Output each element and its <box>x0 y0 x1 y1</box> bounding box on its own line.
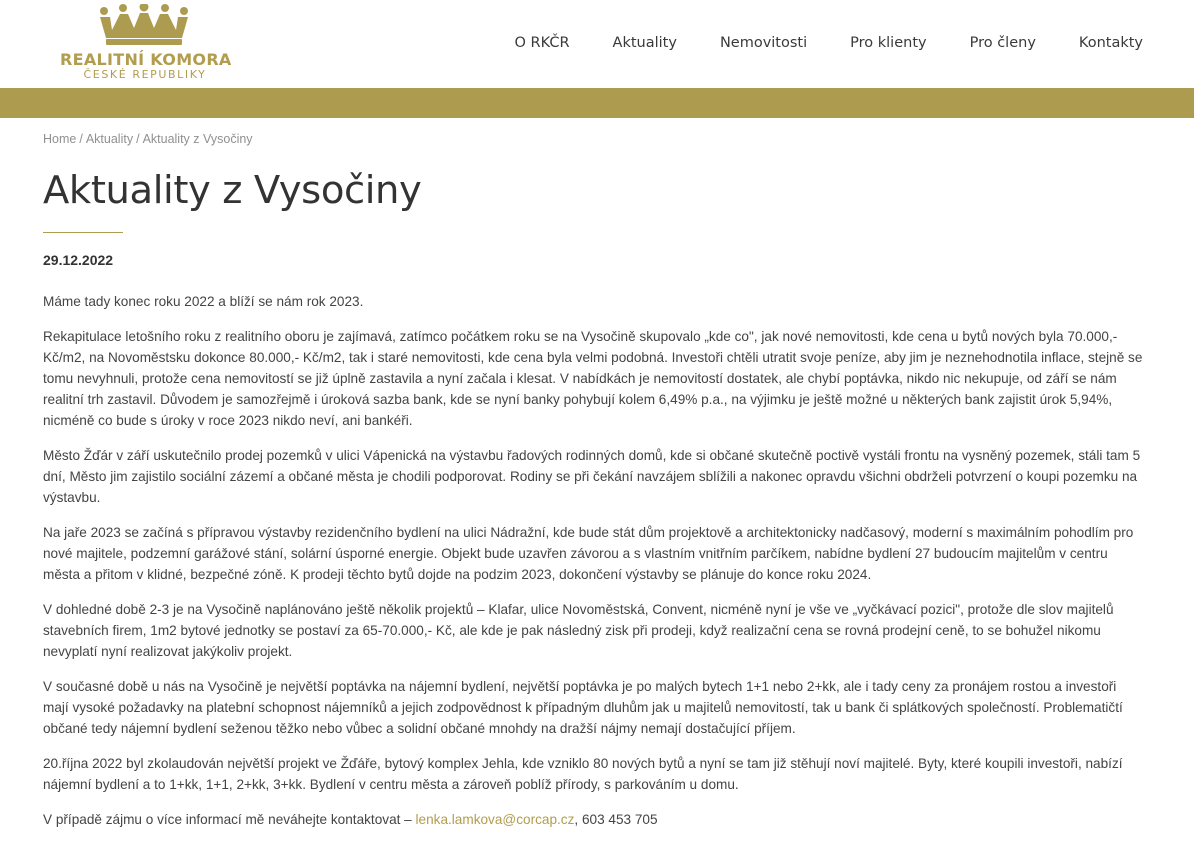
breadcrumb-separator: / <box>136 132 140 146</box>
article-paragraph: V současné době u nás na Vysočině je největší poptávka na nájemní bydlení, největší poptávka je po malých bytech 1+1 nebo 2+kk, ale i tady ceny za pronájem rostou a investoři mají vysoké požadavky na platební schopnost nájemníků a jejich zodpovědnost k případným dluhům jak u majitelů nemovitostí, tak u bank či splátkových společností. Problematičtí občané tedy nájemní bydlení seženou těžko nebo vůbec a solidní občané mnohdy na dražší nájmy nemají dostačující příjem. <box>43 679 1123 736</box>
logo-title: REALITNÍ KOMORA <box>60 50 232 69</box>
contact-phone: , 603 453 705 <box>574 812 658 827</box>
logo-subtitle: ČESKÉ REPUBLIKY <box>83 68 207 81</box>
breadcrumb-section[interactable]: Aktuality <box>85 132 134 146</box>
breadcrumb <box>43 132 253 146</box>
page-title: Aktuality z Vysočiny <box>43 168 422 213</box>
breadcrumb-current: Aktuality z Vysočiny <box>142 132 253 146</box>
contact-paragraph <box>43 809 1143 830</box>
main-nav <box>515 35 1143 51</box>
nav-item-pro-cleny[interactable]: Pro členy <box>969 35 1036 51</box>
header-accent-band <box>0 88 1194 118</box>
article-paragraph: V dohledné době 2-3 je na Vysočině naplánováno ještě několik projektů – Klafar, ulice Novoměstská, Convent, nicméně nyní je vše ve „vyčkávací pozici", protože dle slov majitelů stavebních firem, 1m2 bytové jednotky se postaví za 65-70.000,- Kč, ale kde je pak následný zisk při prodeji, když realizační cena se rovná prodejní ceně, to se bohužel nikomu nevyplatí nyní realizovat jakýkoliv projekt. <box>43 602 1114 659</box>
article-date: 29.12.2022 <box>43 252 114 268</box>
title-underline <box>43 232 123 233</box>
site-logo[interactable] <box>60 4 230 84</box>
site-header <box>0 0 1194 88</box>
article-paragraph: Město Žďár v září uskutečnilo prodej pozemků v ulici Vápenická na výstavbu řadových rodinných domů, kde si občané skutečně poctivě vystáli frontu na vysněný pozemek, stáli tam 5 dní, Město jim zajistilo sociální zázemí a občané města je chodili podporovat. Rodiny se při čekání navzájem sblížili a nakonec opravdu všichni obdrželi potvrzení o koupi pozemku na výstavbu. <box>43 448 1141 505</box>
nav-item-pro-klienty[interactable]: Pro klienty <box>850 35 927 51</box>
contact-prefix: V případě zájmu o více informací mě neváhejte kontaktovat – <box>43 812 416 827</box>
breadcrumb-home[interactable]: Home <box>43 132 77 146</box>
article-paragraph: Máme tady konec roku 2022 a blíží se nám rok 2023. <box>43 294 364 309</box>
breadcrumb-separator: / <box>79 132 83 146</box>
nav-item-nemovitosti[interactable]: Nemovitosti <box>719 35 808 51</box>
article-paragraph: Na jaře 2023 se začíná s přípravou výstavby rezidenčního bydlení na ulici Nádražní, kde bude stát dům projektově a architektonicky nadčasový, moderní s maximálním pohodlím pro nové majitele, podzemní garážové stání, solární úsporné energie. Objekt bude uzavřen závorou a s vlastním vnitřním parčíkem, nabídne bydlení 27 budoucím majitelům v centru města a přitom v klidné, bezpečné zóně. K prodeji těchto bytů dojde na podzim 2023, dokončení výstavby se plánuje do konce roku 2024. <box>43 525 1134 582</box>
article-body <box>43 291 1143 844</box>
crown-icon <box>96 4 192 46</box>
nav-item-aktuality[interactable]: Aktuality <box>612 35 677 51</box>
nav-item-o-rkcr[interactable]: O RKČR <box>514 35 570 51</box>
article-paragraph: Rekapitulace letošního roku z realitního oboru je zajímavá, zatímco počátkem roku se na Vysočině skupovalo „kde co", jak nové nemovitosti, kde cena u bytů nových byla 70.000,- Kč/m2, na Novoměstsku dokonce 80.000,- Kč/m2, tak i staré nemovitosti, kde cena byla velmi podobná. Investoři chtěli utratit svoje peníze, aby jim je neznehodnotila inflace, stejně se tomu nevyhnuli, protože cena nemovitostí se již úplně zastavila a nyní začala i klesat. V nabídkách je nemovitostí dostatek, ale chybí poptávka, nikdo nic nekupuje, od září se nám realitní trh zastavil. Důvodem je samozřejmě i úroková sazba bank, kde se nyní banky pohybují kolem 6,49% p.a., na výjimku je ještě možné u některých bank zajistit úrok 5,94%, nicméně co bude s úroky v roce 2023 nikdo neví, ani bankéři. <box>43 329 1143 428</box>
article-paragraph: 20.října 2022 byl zkolaudován největší projekt ve Žďáře, bytový komplex Jehla, kde vzniklo 80 nových bytů a nyní se tam již stěhují noví majitelé. Byty, které koupili investoři, nabízí nájemní bydlení a to 1+kk, 1+1, 2+kk, 3+kk. Bydlení v centru města a zároveň poblíž přírody, s parkováním u domu. <box>43 756 1123 792</box>
contact-email-link[interactable]: lenka.lamkova@corcap.cz <box>415 812 575 827</box>
nav-item-kontakty[interactable]: Kontakty <box>1078 35 1143 51</box>
